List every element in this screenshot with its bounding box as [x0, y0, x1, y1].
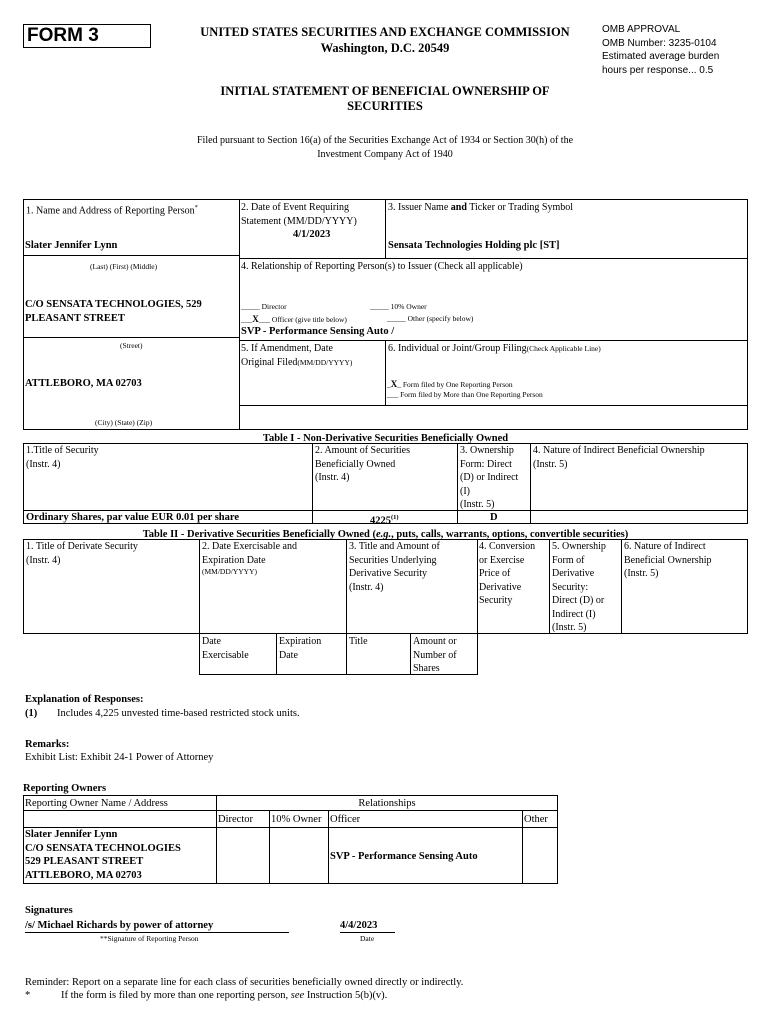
page-title-line-2: SECURITIES	[347, 99, 423, 113]
table1-col1-header	[26, 444, 99, 471]
page-title-line-1: INITIAL STATEMENT OF BENEFICIAL OWNERSHIP OF	[220, 84, 550, 98]
street-line-2: PLEASANT STREET	[25, 312, 125, 324]
table2-col5-line: Form of	[552, 554, 585, 566]
table1-row-form: D	[490, 512, 498, 523]
table2-col2-line: 2. Date Exercisable and	[202, 541, 297, 552]
table1-row-amount-value: 4225	[370, 515, 391, 527]
divider	[457, 443, 458, 524]
owner-name-line: ATTLEBORO, MA 02703	[25, 869, 142, 881]
agency-name	[175, 24, 595, 56]
box3-label-pre: 3. Issuer Name	[388, 202, 451, 213]
officer-title: SVP - Performance Sensing Auto /	[241, 326, 395, 337]
box6-label-text: 6. Individual or Joint/Group Filing	[388, 343, 527, 354]
owner-name-line: C/O SENSATA TECHNOLOGIES	[25, 842, 181, 854]
owners-col-name: Reporting Owner Name / Address	[25, 798, 168, 809]
owner-name-address	[25, 828, 181, 882]
table2-col6-line: Beneficial Ownership	[624, 554, 712, 566]
sub-amount	[413, 635, 457, 676]
box1-star: *	[194, 204, 198, 211]
date-caption: Date	[360, 934, 375, 943]
owner-officer-title: SVP - Performance Sensing Auto	[330, 851, 478, 862]
table2-col1-line: (Instr. 4)	[26, 554, 61, 566]
table2-col6-line: 6. Nature of Indirect	[624, 541, 706, 552]
name-caption: (Last) (First) (Middle)	[90, 262, 158, 271]
sub-expiration-line: Expiration	[279, 636, 322, 647]
signature-name: /s/ Michael Richards by power of attorney	[25, 920, 214, 931]
director-checkbox: _____ Director	[241, 302, 287, 311]
box5-label-2: Original Filed	[241, 356, 298, 368]
table1-row-footnote: (1)	[391, 514, 399, 521]
box5-label-1: 5. If Amendment, Date	[241, 343, 333, 354]
table2-col3-line: Derivative Security	[349, 568, 428, 579]
box5-label	[241, 342, 352, 369]
omb-number: OMB Number: 3235-0104	[602, 37, 717, 49]
table1-col3-line: (D) or Indirect	[460, 472, 519, 483]
table1-col4-line: 4. Nature of Indirect Beneficial Ownership	[533, 445, 705, 456]
footnote-label: (1)	[25, 708, 38, 719]
table2-col6-header	[624, 540, 711, 581]
table2-col2-small: (MM/DD/YYYY)	[202, 567, 257, 576]
signature-date: 4/4/2023	[340, 920, 378, 931]
other-checkbox: _____ Other (specify below)	[387, 314, 474, 323]
one-person-checkbox	[387, 379, 513, 390]
owners-col-officer: Officer	[330, 814, 361, 825]
agency-line-2: Washington, D.C. 20549	[320, 41, 450, 55]
table2-col6-line: (Instr. 5)	[624, 568, 659, 579]
divider	[385, 340, 386, 405]
city-caption: (City) (State) (Zip)	[95, 418, 153, 427]
box3-label-post: Ticker or Trading Symbol	[466, 202, 574, 213]
table1-col1-line: (Instr. 4)	[26, 458, 61, 470]
table2-col5-line: Derivative	[552, 568, 595, 579]
officer-post: ___ Officer (give title below)	[258, 315, 347, 324]
explanation-heading: Explanation of Responses:	[25, 694, 144, 705]
sub-amount-line: Number of	[413, 649, 457, 661]
box3-label	[388, 201, 573, 215]
divider	[239, 258, 748, 259]
footer-note-pre: If the form is filed by more than one reporting person,	[61, 990, 291, 1001]
table2-col5-header	[552, 540, 606, 635]
box3-label-and: and	[450, 202, 467, 213]
sub-amount-line: Amount or	[413, 636, 457, 647]
owners-col-director: Director	[218, 814, 253, 825]
table2-col2-header	[202, 540, 297, 577]
table1-col3-line: (Instr. 5)	[460, 499, 495, 510]
table2-col2-line: Expiration Date	[202, 554, 266, 566]
divider	[522, 810, 523, 884]
signatures-heading: Signatures	[25, 905, 73, 916]
form-label: FORM 3	[27, 25, 99, 46]
table1-col2-line: (Instr. 4)	[315, 472, 350, 483]
street-address	[25, 298, 202, 325]
table2-col5-line: (Instr. 5)	[552, 622, 587, 633]
divider	[239, 340, 748, 341]
owners-col-ten-percent: 10% Owner	[271, 814, 322, 825]
table2-col5-line: Direct (D) or	[552, 595, 605, 606]
divider	[23, 337, 239, 338]
divider	[269, 810, 270, 884]
event-date: 4/1/2023	[293, 229, 331, 240]
sub-date-exercisable-line: Exercisable	[202, 649, 249, 661]
box2-label	[241, 201, 357, 228]
divider	[199, 539, 200, 634]
divider	[346, 539, 347, 634]
table1-row-title: Ordinary Shares, par value EUR 0.01 per share	[26, 512, 240, 523]
table1-col4-header	[533, 444, 705, 471]
table2-col4-line: Security	[479, 595, 513, 606]
signature-caption: **Signature of Reporting Person	[100, 934, 199, 943]
footer-note-post: Instruction 5(b)(v).	[304, 990, 388, 1001]
box6-label-small: (Check Applicable Line)	[526, 344, 601, 353]
filed-pursuant	[150, 134, 620, 161]
box2-label-1: 2. Date of Event Requiring	[241, 202, 350, 213]
filed-pursuant-line-1: Filed pursuant to Section 16(a) of the Securities Exchange Act of 1934 or Section 30(h) of the	[196, 135, 574, 146]
filed-pursuant-line-2: Investment Company Act of 1940	[317, 148, 453, 160]
divider	[621, 539, 622, 634]
owner-name-line: 529 PLEASANT STREET	[25, 856, 144, 867]
table1-col3-line: Form: Direct	[460, 458, 512, 470]
box1-label	[26, 201, 198, 218]
issuer-name: Sensata Technologies Holding plc [ST]	[388, 240, 560, 251]
table2-col4-line: Derivative	[479, 581, 522, 593]
table1-col4-line: (Instr. 5)	[533, 458, 568, 470]
divider	[23, 795, 558, 796]
divider	[239, 199, 240, 430]
city-state-zip: ATTLEBORO, MA 02703	[25, 378, 142, 389]
divider	[549, 539, 550, 634]
officer-pre: ___	[241, 315, 253, 324]
ten-percent-owner-checkbox: _____ 10% Owner	[370, 302, 427, 311]
footnote-text: Includes 4,225 unvested time-based restricted stock units.	[57, 708, 300, 719]
box1-label-text: 1. Name and Address of Reporting Person	[26, 205, 195, 217]
footer-note-see: see	[290, 990, 305, 1001]
owner-name-line: Slater Jennifer Lynn	[25, 829, 118, 840]
one-person-x: X	[390, 379, 398, 389]
remarks-text: Exhibit List: Exhibit 24-1 Power of Attorney	[25, 752, 214, 763]
table1-col3-line: 3. Ownership	[460, 445, 514, 456]
table2-col4-line: 4. Conversion	[479, 541, 536, 552]
sub-expiration-line: Date	[279, 649, 298, 661]
owners-col-other: Other	[524, 814, 548, 825]
table1-col3-header	[460, 444, 518, 512]
table1-col2-line: 2. Amount of Securities	[315, 445, 410, 456]
sub-expiration-date	[279, 635, 321, 662]
divider	[385, 199, 386, 258]
table2-col1-header	[26, 540, 138, 567]
box4-label: 4. Relationship of Reporting Person(s) to Issuer (Check all applicable)	[241, 261, 523, 272]
sub-title: Title	[349, 636, 368, 647]
table1-col2-header	[315, 444, 410, 485]
omb-title: OMB APPROVAL	[602, 24, 681, 35]
table2-col3-line: 3. Title and Amount of	[349, 541, 440, 552]
box5-label-small: (MM/DD/YYYY)	[297, 357, 353, 367]
box6-label	[388, 342, 601, 356]
omb-burden-2: hours per response... 0.5	[602, 64, 714, 76]
table2-col3-header	[349, 540, 440, 594]
table2-col4-header	[479, 540, 535, 608]
divider	[312, 443, 313, 524]
multiple-persons-checkbox: ___ Form filed by More than One Reporting Person	[387, 390, 543, 399]
footer-star: *	[25, 990, 31, 1001]
agency-line-1: UNITED STATES SECURITIES AND EXCHANGE COMMISSION	[200, 25, 570, 39]
divider	[239, 405, 748, 406]
officer-checkbox	[241, 314, 347, 325]
remarks-heading: Remarks:	[25, 739, 70, 750]
table2-col4-line: Price of	[479, 568, 511, 579]
box2-label-2: Statement (MM/DD/YYYY)	[241, 215, 357, 227]
footer-note	[61, 989, 387, 1003]
street-caption: (Street)	[120, 341, 143, 350]
divider	[346, 633, 347, 675]
one-person-post: _ Form filed by One Reporting Person	[397, 380, 513, 389]
owners-col-relationships: Relationships	[358, 798, 416, 809]
table1-row-amount	[370, 511, 399, 528]
signature-line	[25, 932, 289, 933]
omb-burden-1: Estimated average burden	[602, 51, 720, 62]
table2-col1-line: 1. Title of Derivate Security	[26, 541, 138, 552]
officer-x: X	[252, 314, 259, 324]
omb-approval	[602, 23, 719, 77]
table1-title: Table I - Non-Derivative Securities Beneficially Owned	[262, 433, 509, 444]
table2-col5-line: Indirect (I)	[552, 608, 596, 620]
table1-col1-line: 1.Title of Security	[26, 445, 99, 456]
sub-amount-line: Shares	[413, 663, 440, 674]
table2-title-post: , puts, calls, warrants, options, convertible securities)	[391, 529, 629, 540]
street-line-1: C/O SENSATA TECHNOLOGIES, 529	[25, 299, 202, 310]
table2-title-eg: e.g.	[375, 529, 392, 540]
table2-col4-line: or Exercise	[479, 554, 525, 566]
reporting-person-name: Slater Jennifer Lynn	[25, 240, 118, 251]
reminder-text: Reminder: Report on a separate line for each class of securities beneficially owned directly or indirectly.	[25, 977, 464, 988]
divider	[410, 633, 411, 675]
table2-col3-line: (Instr. 4)	[349, 581, 384, 593]
one-person-pre: _	[387, 380, 391, 389]
table2-col5-line: 5. Ownership	[552, 541, 606, 552]
table2-col5-line: Security:	[552, 581, 589, 593]
reporting-owners-heading: Reporting Owners	[23, 783, 107, 794]
table1-col3-line: (I)	[460, 485, 470, 497]
table2-title-pre: Table II - Derivative Securities Beneficially Owned (	[142, 529, 376, 540]
table1-col2-line: Beneficially Owned	[315, 458, 396, 470]
page-title	[190, 84, 580, 114]
divider	[477, 539, 478, 634]
sub-date-exercisable-line: Date	[202, 636, 221, 647]
sub-date-exercisable	[202, 635, 249, 662]
divider	[530, 443, 531, 524]
divider	[276, 633, 277, 675]
divider	[328, 810, 329, 884]
table2-col3-line: Securities Underlying	[349, 554, 437, 566]
divider	[23, 255, 239, 256]
date-line	[340, 932, 395, 933]
